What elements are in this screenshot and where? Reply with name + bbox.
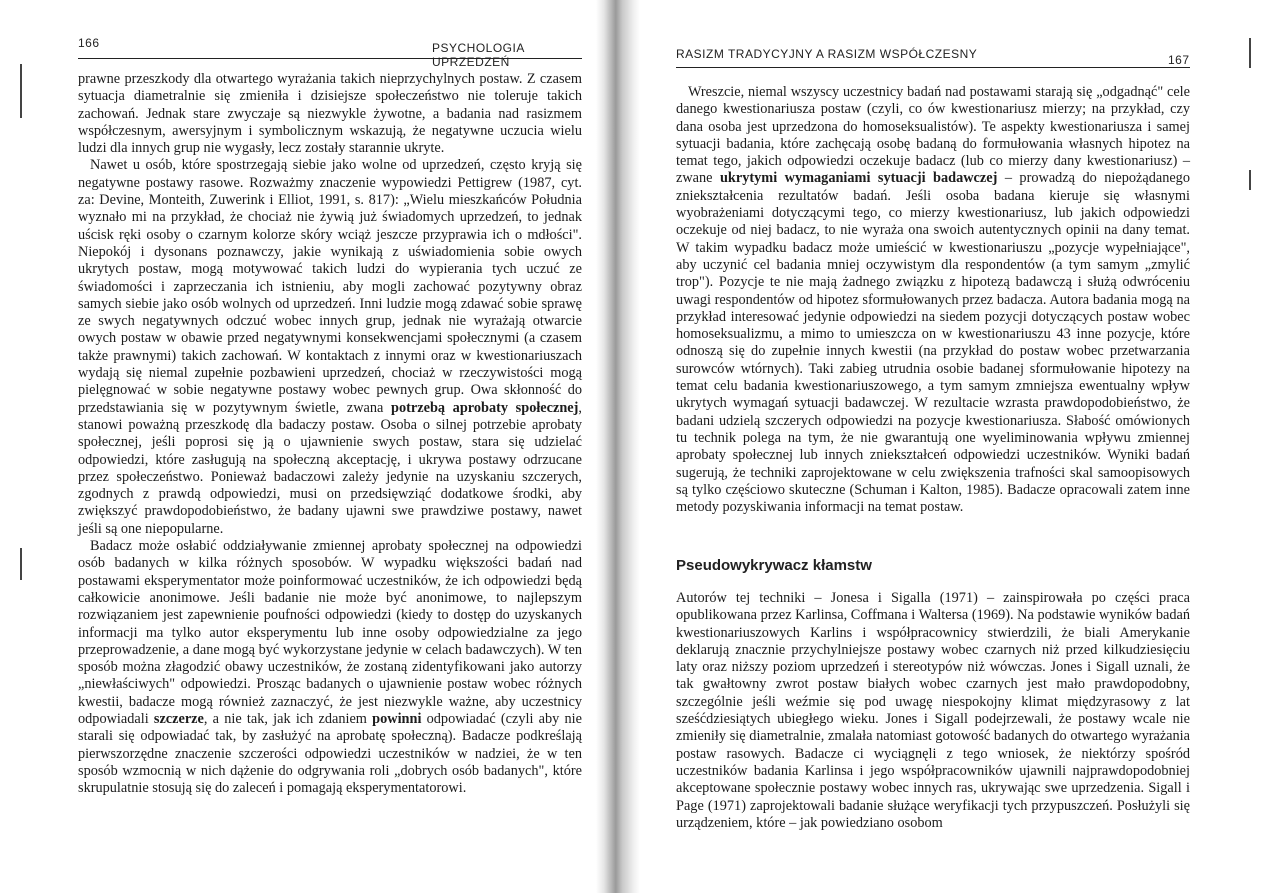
left-text-column xyxy=(78,71,582,797)
text-run: Autorów tej techniki – Jonesa i Sigalla (1971) – zainspirowała po części praca opublikowana przez Karlinsa, Coffmana i Waltersa (1969). Na podstawie wyników badań kwestionariuszowych Karlins i współpracownicy stwierdzili, że biali Amerykanie deklarują znacznie przychylniejsze postawy wobec czarnych niż przed kilkudziesięciu laty oraz niższy poziom uprzedzeń i stereotypów niż wówczas. Jones i Sigall uznali, że tak gwałtowny zwrot postaw białych wobec czarnych jest mało prawdopodobny, szczególnie jeśli weźmie się pod uwagę niespokojny klimat międzyrasowy z lat sześćdziesiątych ubiegłego wieku. Jones i Sigall podejrzewali, że postawy wcale nie zmieniły się diametralnie, zmalała natomiast gotowość badanych do otwartego wyrażania postaw rasowych. Badacze ci wyciągnęli z tego wniosek, że niektórzy spośród uczestników badania Karlinsa i jego współpracowników ujawnili najprawdopodobniej akceptowane społecznie postawy wobec innych ras, ukrywając swe uprzedzenia. Sigall i Page (1971) zaprojektowali badanie służące weryfikacji tych przypuszczeń. Posłużyli się urządzeniem, które – jak powiedziano osobom xyxy=(676,590,1190,831)
section-title: Pseudowykrywacz kłamstw xyxy=(676,557,872,574)
bold-term: powinni xyxy=(372,710,422,727)
bold-term: ukrytymi wymaganiami sytuacji badawczej xyxy=(719,170,998,187)
paragraph xyxy=(78,538,582,797)
paragraph xyxy=(78,71,582,157)
right-section-text-column xyxy=(676,590,1190,832)
text-run: prawne przeszkody dla otwartego wyrażania takich nieprzychylnych postaw. Z czasem sytuacja diametralnie się zmieniła i dzisiejsze społeczeństwo nie toleruje takich zachowań. Jednak stare zwyczaje są niezwykle żywotne, a badania nad rasizmem współczesnym, awersyjnym i symbolicznym wskazują, że negatywne uczucia wielu ludzi dla innych grup nie wygasły, lecz zostały starannie ukryte. xyxy=(78,71,582,157)
running-head-right: RASIZM TRADYCYJNY A RASIZM WSPÓŁCZESNY xyxy=(676,47,978,61)
paragraph xyxy=(78,157,582,538)
header-rule-right xyxy=(676,67,1190,68)
right-page xyxy=(640,0,1264,893)
header-rule-left xyxy=(78,58,582,59)
page-number-left: 166 xyxy=(78,36,100,50)
text-run: odpowiadać (czyli aby nie starali się odpowiadać tak, by zasłużyć na aprobatę społeczną). Badacze podkreślają pierwszorzędne znaczenie szczerości odpowiedzi uczestników w nadziei, że w ten sposób wzmocnią w nich dążenie do odgrywania roli „dobrych osób badanych", które skrupulatnie stosują się do zaleceń i pomagają eksperymentatorowi. xyxy=(78,710,582,797)
book-gutter-shadow xyxy=(596,0,640,893)
text-run: Nawet u osób, które spostrzegają siebie jako wolne od uprzedzeń, często kryją się negatywne postawy rasowe. Rozważmy znaczenie wypowiedzi Pettigrew (1987, cyt. za: Devine, Monteith, Zuwerink i Elliot, 1991, s. 817): „Wielu mieszkańców Południa wyznało mi na przykład, że chociaż nie żywią już świadomych uprzedzeń, to jednak uścisk ręki osoby o czarnym kolorze skóry wciąż jeszcze przyprawia ich o mdłości". Niepokój i dysonans poznawczy, jakie wynikają z uświadomienia sobie owych ukrytych postaw, mogą motywować takich ludzi do wypierania tych uczuć ze świadomości i zaprzeczania ich istnieniu, aby mogli zachować pozytywny obraz samych siebie jako osób wolnych od uprzedzeń. Inni ludzie mogą zdawać sobie sprawę ze swych negatywnych odczuć wobec innych grup, jednak nie wyrażają otwarcie owych postaw w obawie przed negatywnymi konsekwencjami społecznymi (a czasem także prawnymi) takich zachowań. W kontaktach z innymi oraz w kwestionariuszach wydają się niemal zupełnie pozbawieni uprzedzeń, chociaż w rzeczywistości mogą pielęgnować w sobie negatywne postawy wobec pewnych grup. Owa skłonność do przedstawiania się w pozytywnym świetle, zwana xyxy=(78,157,582,416)
text-run: Wreszcie, niemal wszyscy uczestnicy badań nad postawami starają się „odgadnąć" cele danego kwestionariusza postaw (czyli, co ów kwestionariusz mierzy; na przykład, czy dana osoba jest uprzedzona do homoseksualistów). Te aspekty kwestionariusza i samej sytuacji badania, które zachęcają osobę badaną do formułowania własnych hipotez na temat tego, jakich odpowiedzi oczekuje badacz (lub co mierzy dany kwestionariusz) – zwane xyxy=(676,84,1190,187)
bold-term: szczerze xyxy=(153,710,204,727)
left-page xyxy=(0,0,600,893)
page-number-right: 167 xyxy=(1168,53,1190,67)
right-text-column xyxy=(676,84,1190,516)
paragraph xyxy=(676,590,1190,832)
bold-term: potrzebą aprobaty społecznej xyxy=(391,399,579,416)
text-run: , stanowi poważną przeszkodę dla badaczy postaw. Osoba o silnej potrzebie aprobaty społecznej, jeśli poprosi się ją o ujawnienie swych postaw, stara się udzielać odpowiedzi, które zasługują na społeczną akceptację, i ukrywa postawy odrzucane przez społeczeństwo. Ponieważ badaczowi zależy jedynie na uzyskaniu szczerych, zgodnych z prawdą odpowiedzi, musi on przedsięwziąć dodatkowe środki, aby zwiększyć prawdopodobieństwo, że badany ujawni swe prawdziwe postawy, nawet jeśli są one niepopularne. xyxy=(78,399,582,537)
text-run: Badacz może osłabić oddziaływanie zmiennej aprobaty społecznej na odpowiedzi osób badanych w kilka różnych sposobów. W wypadku większości badań nad postawami eksperymentator może poinformować uczestników, że ich odpowiedzi będą całkowicie anonimowe. Jeśli badanie nie może być anonimowe, to najlepszym rozwiązaniem jest zapewnienie poufności odpowiedzi (kiedy to dostęp do uzyskanych informacji ma tylko autor eksperymentu lub inne osoby odpowiedzialne za jego przeprowadzenie, a dane mogą być wykorzystane jedynie w celach badawczych). W ten sposób można złagodzić obawy uczestników, że zostaną zidentyfikowani jako autorzy „niewłaściwych" odpowiedzi. Prosząc badanych o ujawnienie postaw wobec różnych kwestii, badacze mogą również zaznaczyć, że jest niezwykle ważne, aby uczestnicy odpowiadali xyxy=(78,538,582,727)
text-run: , a nie tak, jak ich zdaniem xyxy=(203,710,373,727)
paragraph xyxy=(676,84,1190,516)
text-run: – prowadzą do niepożądanego zniekształcenia rezultatów badań. Jeśli osoba badana kieruje się własnymi wyobrażeniami dotyczącymi tego, co mierzy kwestionariusz, lub jakich odpowiedzi oczekuje od niej badacz, to nie wyraża ona swoich autentycznych opinii na dany temat. W takim wypadku badacz może umieścić w kwestionariuszu „pozycje wypełniające", aby uczynić cel badania mniej oczywistym dla respondentów (a tym samym „zmylić trop"). Pozycje te nie mają żadnego związku z hipotezą badawczą i służą odwróceniu uwagi respondentów od hipotez sformułowanych przez badacza. Autora badania mogą na przykład interesować jedynie odpowiedzi na siedem pozycji dotyczących postaw wobec homoseksualizmu, a mimo to umieszcza on w kwestionariuszu 43 inne pozycje, które odnoszą się do zupełnie innych kwestii (na przykład do postaw wobec przetwarzania surowców wtórnych). Taki zabieg utrudnia osobie badanej sformułowanie hipotezy na temat celu badania kwestionariuszowego, a tym samym zmniejsza ewentualny wpływ ukrytych wymagań sytuacji badawczej. W rezultacie wzrasta prawdopodobieństwo, że badani udzielą szczerych odpowiedzi na pozycje kwestionariusza. Słabość omówionych tu technik polega na tym, że nie gwarantują one wyeliminowania wpływu zmiennej aprobaty społecznej lub innych zniekształceń odpowiedzi uczestników. Wyniki badań sugerują, że techniki zaprojektowane w celu zwiększenia trafności skal samoopisowych są tylko częściowo skuteczne (Schuman i Kalton, 1985). Badacze opracowali zatem inne metody pozyskiwania informacji na temat postaw. xyxy=(676,170,1190,516)
running-head-left: PSYCHOLOGIA UPRZEDZEŃ xyxy=(432,41,525,69)
